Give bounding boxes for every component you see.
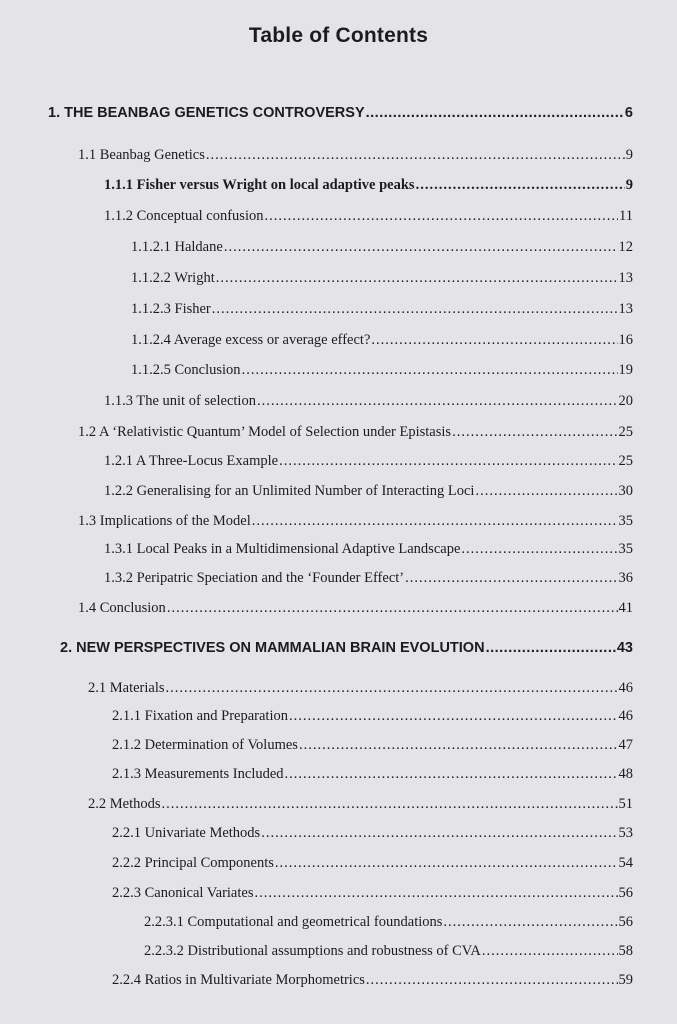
toc-page-number: 12 xyxy=(618,239,633,255)
toc-label: 2.1.2 Determination of Volumes xyxy=(112,737,298,753)
toc-label: 1.1.1 Fisher versus Wright on local adaptive peaks xyxy=(104,177,415,193)
page-title: Table of Contents xyxy=(248,24,429,47)
dot-leader xyxy=(443,914,617,931)
dot-leader xyxy=(461,541,617,558)
toc-entry[interactable] xyxy=(78,600,633,617)
toc-entry[interactable] xyxy=(144,943,633,960)
dot-leader xyxy=(206,147,625,164)
toc-page-number: 56 xyxy=(618,885,633,901)
toc-page-number: 35 xyxy=(618,541,633,557)
toc-label: 1.1.2.4 Average excess or average effect? xyxy=(131,332,371,348)
dot-leader xyxy=(475,483,617,500)
toc-entry[interactable] xyxy=(112,737,633,754)
toc-entry[interactable] xyxy=(112,972,633,989)
toc-entry[interactable] xyxy=(112,825,633,842)
toc-label: 1. THE BEANBAG GENETICS CONTROVERSY xyxy=(48,105,365,121)
toc-entry[interactable] xyxy=(112,708,633,725)
toc-entry[interactable] xyxy=(104,483,633,500)
toc-label: 1.1.2 Conceptual confusion xyxy=(104,208,264,224)
toc-entry[interactable] xyxy=(104,393,633,410)
toc-entry[interactable] xyxy=(112,855,633,872)
dot-leader xyxy=(299,737,618,754)
toc-label: 2. NEW PERSPECTIVES ON MAMMALIAN BRAIN EVOLUTION xyxy=(60,640,485,656)
dot-leader xyxy=(275,855,618,872)
dot-leader xyxy=(279,453,617,470)
toc-label: 2.2.3.2 Distributional assumptions and robustness of CVA xyxy=(144,943,481,959)
dot-leader xyxy=(486,640,616,656)
dot-leader xyxy=(254,885,617,902)
toc-page-number: 16 xyxy=(618,332,633,348)
toc-page-number: 43 xyxy=(616,640,633,656)
toc-page-number: 13 xyxy=(618,301,633,317)
toc-page-number: 9 xyxy=(625,177,633,193)
toc-label: 2.2.1 Univariate Methods xyxy=(112,825,261,841)
toc-label: 2.1.3 Measurements Included xyxy=(112,766,284,782)
toc-page-number: 46 xyxy=(618,708,633,724)
toc-page-number: 56 xyxy=(618,914,633,930)
dot-leader xyxy=(242,362,618,379)
toc-chapter-1[interactable] xyxy=(48,105,633,121)
dot-leader xyxy=(366,972,618,989)
toc-label: 1.2.1 A Three-Locus Example xyxy=(104,453,279,469)
toc-page-number: 46 xyxy=(618,680,633,696)
dot-leader xyxy=(285,766,618,783)
toc-entry[interactable] xyxy=(112,766,633,783)
toc-entry[interactable] xyxy=(88,796,633,813)
toc-entry[interactable] xyxy=(131,332,633,349)
toc-entry[interactable] xyxy=(88,680,633,697)
toc-page-number: 59 xyxy=(618,972,633,988)
toc-page-number: 25 xyxy=(618,453,633,469)
toc-label: 1.1.2.1 Haldane xyxy=(131,239,223,255)
dot-leader xyxy=(166,680,618,697)
toc-label: 1.1.2.3 Fisher xyxy=(131,301,211,317)
toc-page-number: 9 xyxy=(625,147,633,163)
toc-entry[interactable] xyxy=(131,301,633,318)
dot-leader xyxy=(252,513,618,530)
toc-entry[interactable] xyxy=(131,239,633,256)
toc-chapter-2[interactable] xyxy=(60,640,633,656)
toc-label: 2.2 Methods xyxy=(88,796,161,812)
toc-page-number: 30 xyxy=(618,483,633,499)
dot-leader xyxy=(416,177,625,194)
toc-page-number: 19 xyxy=(618,362,633,378)
toc-label: 1.3 Implications of the Model xyxy=(78,513,251,529)
toc-page-number: 51 xyxy=(618,796,633,812)
toc-page-number: 47 xyxy=(618,737,633,753)
dot-leader xyxy=(366,105,624,121)
dot-leader xyxy=(482,943,618,960)
dot-leader xyxy=(216,270,618,287)
toc-label: 2.2.4 Ratios in Multivariate Morphometrics xyxy=(112,972,365,988)
toc-page-number: 20 xyxy=(618,393,633,409)
dot-leader xyxy=(224,239,618,256)
toc-entry[interactable] xyxy=(112,885,633,902)
toc-label: 1.2 A ‘Relativistic Quantum’ Model of Selection under Epistasis xyxy=(78,424,452,440)
toc-entry[interactable] xyxy=(78,147,633,164)
dot-leader xyxy=(289,708,618,725)
dot-leader xyxy=(261,825,617,842)
toc-label: 2.2.2 Principal Components xyxy=(112,855,274,871)
toc-entry[interactable] xyxy=(104,208,633,225)
toc-entry[interactable] xyxy=(144,914,633,931)
toc-page-number: 36 xyxy=(618,570,633,586)
toc-label: 1.1.2.5 Conclusion xyxy=(131,362,241,378)
dot-leader xyxy=(162,796,618,813)
toc-label: 2.2.3 Canonical Variates xyxy=(112,885,254,901)
toc-label: 1.4 Conclusion xyxy=(78,600,166,616)
toc-entry[interactable] xyxy=(104,453,633,470)
dot-leader xyxy=(452,424,617,441)
toc-entry[interactable] xyxy=(104,177,633,194)
dot-leader xyxy=(167,600,618,617)
toc-label: 2.2.3.1 Computational and geometrical foundations xyxy=(144,914,443,930)
toc-label: 2.1 Materials xyxy=(88,680,165,696)
toc-entry[interactable] xyxy=(131,270,633,287)
toc-label: 1.2.2 Generalising for an Unlimited Number of Interacting Loci xyxy=(104,483,475,499)
toc-label: 1.1.3 The unit of selection xyxy=(104,393,256,409)
toc-page-number: 6 xyxy=(624,105,633,121)
toc-label: 1.1 Beanbag Genetics xyxy=(78,147,205,163)
dot-leader xyxy=(371,332,617,349)
dot-leader xyxy=(257,393,618,410)
toc-page-number: 54 xyxy=(618,855,633,871)
toc-entry[interactable] xyxy=(78,513,633,530)
toc-page-number: 13 xyxy=(618,270,633,286)
toc-page-number: 11 xyxy=(619,208,633,224)
dot-leader xyxy=(405,570,617,587)
toc-page-number: 35 xyxy=(618,513,633,529)
toc-entry[interactable] xyxy=(131,362,633,379)
toc-label: 1.3.2 Peripatric Speciation and the ‘Founder Effect’ xyxy=(104,570,405,586)
dot-leader xyxy=(264,208,618,225)
toc-entry[interactable] xyxy=(78,424,633,441)
toc-page-number: 25 xyxy=(618,424,633,440)
toc-label: 1.3.1 Local Peaks in a Multidimensional Adaptive Landscape xyxy=(104,541,461,557)
toc-entry[interactable] xyxy=(104,541,633,558)
toc-page-number: 58 xyxy=(618,943,633,959)
toc-label: 1.1.2.2 Wright xyxy=(131,270,215,286)
dot-leader xyxy=(212,301,618,318)
toc-label: 2.1.1 Fixation and Preparation xyxy=(112,708,288,724)
toc-page-number: 48 xyxy=(618,766,633,782)
toc-page-number: 53 xyxy=(618,825,633,841)
toc-page-number: 41 xyxy=(618,600,633,616)
toc-entry[interactable] xyxy=(104,570,633,587)
